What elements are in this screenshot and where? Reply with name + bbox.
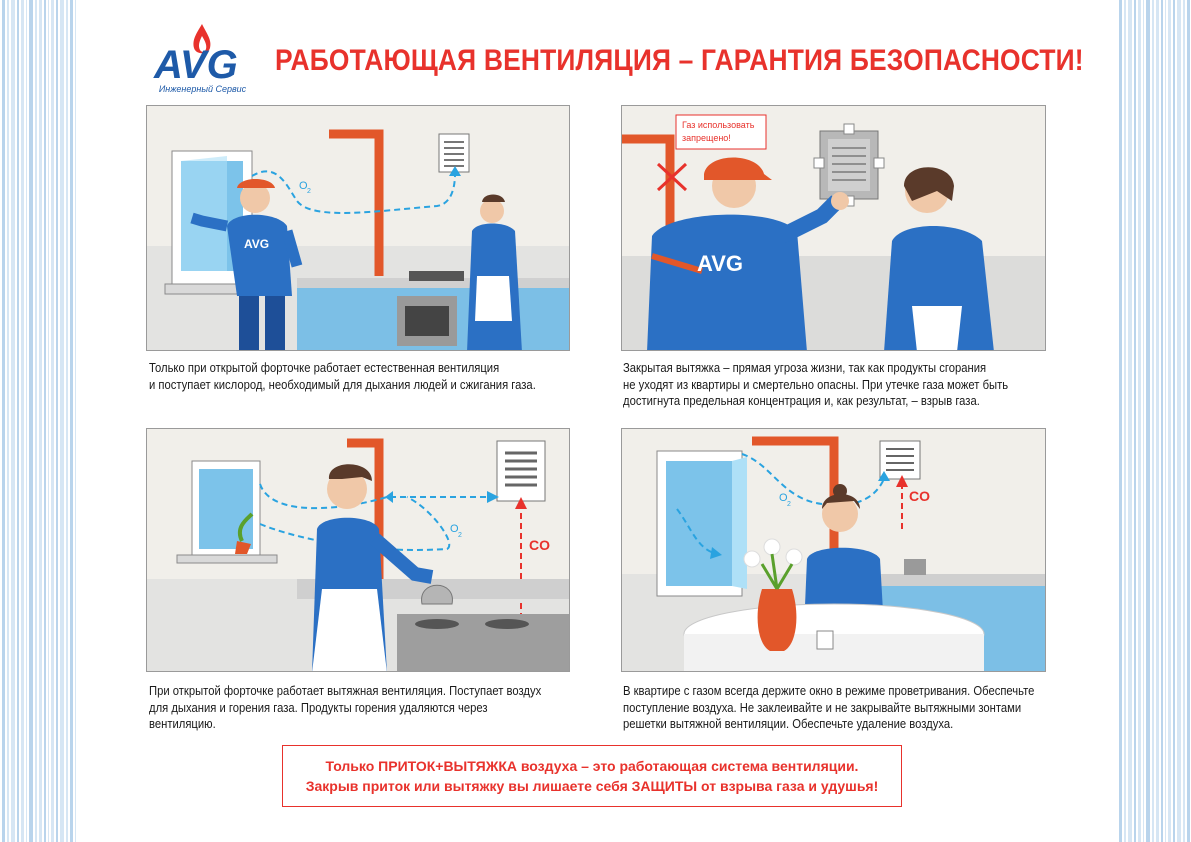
illustration-exhaust-working xyxy=(146,428,570,672)
stripe xyxy=(56,0,58,842)
o2-label-4: O xyxy=(779,492,788,504)
o2-subscript-3: 2 xyxy=(458,532,462,539)
stripe xyxy=(1165,0,1166,842)
illustration-open-window-ventilation xyxy=(146,105,570,351)
caption-line: для дыхания и горения газа. Продукты горения удаляются через xyxy=(149,700,488,715)
o2-label: O xyxy=(299,180,308,192)
stripe xyxy=(1168,0,1171,842)
o2-subscript: 2 xyxy=(307,188,311,195)
stripe xyxy=(1128,0,1132,842)
avg-logo xyxy=(150,22,255,100)
caption-line: В квартире с газом всегда держите окно в режиме проветривания. Обеспечьте xyxy=(623,684,1035,698)
caption-line: При открытой форточке работает вытяжная вентиляция. Поступает воздух xyxy=(149,684,542,698)
stripe xyxy=(48,0,49,842)
stripe xyxy=(44,0,46,842)
logo-subtitle: Инженерный Сервис xyxy=(158,84,247,94)
warning-sign-line1: Газ использовать xyxy=(682,120,755,130)
stripe xyxy=(21,0,24,842)
banner-line-2: Закрыв приток или вытяжку вы лишаете себя ЗАЩИТЫ от взрыва газа и удушья! xyxy=(305,778,879,794)
stripe xyxy=(2,0,5,842)
banner-line-1: Только ПРИТОК+ВЫТЯЖКА воздуха – это работающая система вентиляции. xyxy=(325,758,859,774)
panel-3-caption xyxy=(149,683,541,733)
stripe xyxy=(70,0,73,842)
stripe xyxy=(1183,0,1185,842)
stripe xyxy=(1177,0,1181,842)
stripe xyxy=(1138,0,1141,842)
stripe xyxy=(1143,0,1144,842)
stripe xyxy=(1161,0,1163,842)
warning-banner xyxy=(282,745,902,807)
caption-line: вентиляцию. xyxy=(149,717,216,731)
stripe xyxy=(1146,0,1150,842)
caption-line: и поступает кислород, необходимый для дыхания людей и сжигания газа. xyxy=(149,377,536,392)
worker-shirt-logo-2: AVG xyxy=(697,251,744,276)
logo-mark-text: AVG xyxy=(154,43,238,84)
caption-line: решетки вытяжной вентиляции. Обеспечьте удаление воздуха. xyxy=(623,717,954,731)
warning-sign-line2: запрещено! xyxy=(682,133,731,143)
stripe xyxy=(1119,0,1122,842)
stripe xyxy=(7,0,9,842)
stripe xyxy=(29,0,33,842)
panel-1-caption xyxy=(149,360,536,393)
stripe xyxy=(1124,0,1126,842)
stripe xyxy=(26,0,27,842)
stripe xyxy=(75,0,76,842)
o2-subscript-4: 2 xyxy=(787,501,791,508)
co-label-4: CO xyxy=(909,488,930,504)
stripe xyxy=(1173,0,1175,842)
stripe xyxy=(11,0,15,842)
panel-4-caption xyxy=(623,683,1034,733)
caption-line: Закрытая вытяжка – прямая угроза жизни, так как продукты сгорания xyxy=(623,361,987,375)
caption-line: достигнута предельная концентрация и, как результат, – взрыв газа. xyxy=(623,394,980,408)
stripe xyxy=(66,0,68,842)
stripe xyxy=(1134,0,1136,842)
stripe xyxy=(35,0,37,842)
illustration-airing-window xyxy=(621,428,1046,672)
stripe xyxy=(51,0,54,842)
worker-shirt-logo: AVG xyxy=(244,237,270,251)
co-label-3: CO xyxy=(529,537,550,553)
o2-label-3: O xyxy=(450,523,459,535)
stripe xyxy=(60,0,64,842)
right-stripe-border xyxy=(1113,0,1191,842)
caption-line: не уходят из квартиры и смертельно опасны. При утечке газа может быть xyxy=(623,377,1009,392)
stripe xyxy=(1156,0,1159,842)
illustration-closed-exhaust-danger xyxy=(621,105,1046,351)
stripe xyxy=(17,0,19,842)
left-stripe-border xyxy=(0,0,78,842)
caption-line: Только при открытой форточке работает естественная вентиляция xyxy=(149,361,500,375)
stripe xyxy=(1152,0,1154,842)
panel-2-caption xyxy=(623,360,1008,410)
caption-line: поступление воздуха. Не заклеивайте и не закрывайте вытяжными зонтами xyxy=(623,700,1022,715)
stripe xyxy=(1187,0,1190,842)
stripe xyxy=(39,0,42,842)
page-title: РАБОТАЮЩАЯ ВЕНТИЛЯЦИЯ – ГАРАНТИЯ БЕЗОПАСНОСТИ! xyxy=(275,44,1084,77)
